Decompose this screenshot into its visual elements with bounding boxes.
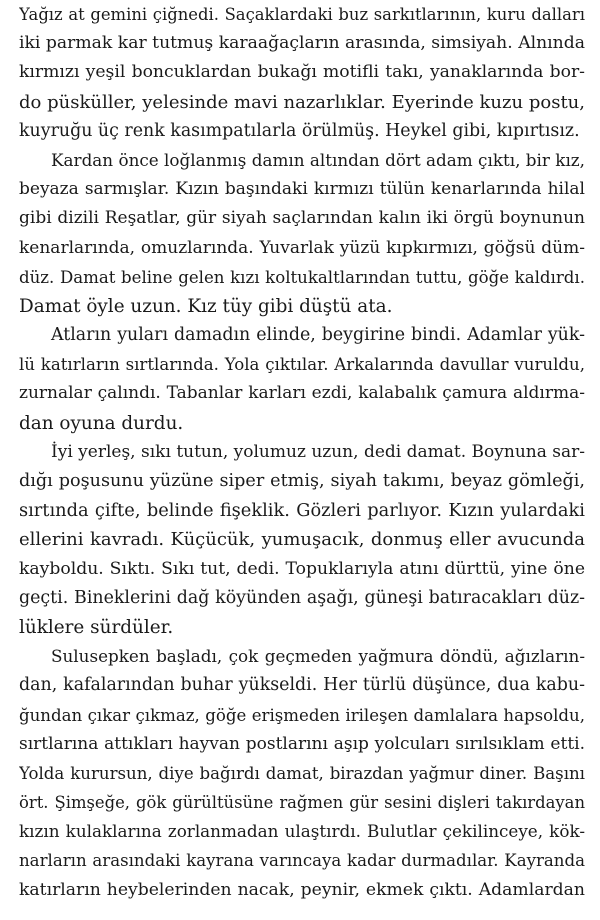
text-line: do püsküller, yelesinde mavi nazarlıklar. Eyerinde kuzu postu,	[19, 91, 585, 113]
text-line: kayboldu. Sıktı. Sıkı tut, dedi. Topuklarıyla atını dürttü, yine öne	[19, 558, 585, 579]
text-line: Atların yuları damadın elinde, beygirine bindi. Adamlar yük-	[51, 325, 585, 346]
text-line: zurnalar çalındı. Tabanlar karları ezdi, kalabalık çamura aldırma-	[19, 383, 585, 404]
text-line: Yağız at gemini çiğnedi. Saçaklardaki buz sarkıtlarının, kuru dalları	[19, 5, 585, 24]
text-line: beyaza sarmışlar. Kızın başındaki kırmızı tülün kenarlarında hilal	[19, 179, 585, 200]
paragraph-1	[19, 0, 585, 146]
text-line: Sulusepken başladı, çok geçmeden yağmura döndü, ağızların-	[51, 646, 585, 667]
text-line: dığı poşusunu yüzüne siper etmiş, siyah takımı, beyaz gömleği,	[19, 471, 585, 491]
paragraph-4	[19, 438, 585, 642]
text-line: Kardan önce loğlanmış damın altından dört adam çıktı, bir kız,	[51, 149, 585, 170]
book-page	[19, 0, 585, 905]
text-line: narların arasındaki kayrana varıncaya kadar durmadılar. Kayranda	[19, 851, 585, 871]
text-line: lüklere sürdüler.	[19, 616, 174, 638]
text-line: dan oyuna durdu.	[19, 412, 184, 434]
paragraph-2	[19, 146, 585, 321]
text-line: iki parmak kar tutmuş karaağaçların arasında, simsiyah. Alnında	[19, 33, 585, 54]
text-line: ğundan çıkar çıkmaz, göğe erişmeden irileşen damlalara hapsoldu,	[19, 705, 585, 725]
text-line: Damat öyle uzun. Kız tüy gibi düştü ata.	[19, 295, 393, 317]
paragraph-3	[19, 321, 585, 438]
text-line: dan, kafalarından buhar yükseldi. Her türlü düşünce, dua kabu-	[19, 675, 585, 696]
text-line: gibi dizili Reşatlar, gür siyah saçlarından kalın iki örgü boynunun	[19, 208, 585, 229]
text-line: lü katırların sırtlarında. Yola çıktılar. Arkalarında davullar vuruldu,	[19, 355, 585, 375]
text-line: kızın kulaklarına zorlanmadan ulaştırdı. Bulutlar çekilinceye, kök-	[19, 821, 585, 842]
text-line: sırtlarına attıkları hayvan postlarını aşıp yolcuları sırılsıklam etti.	[19, 733, 585, 754]
text-line: düz. Damat beline gelen kızı koltukaltlarından tuttu, göğe kaldırdı.	[19, 267, 585, 287]
text-line: kuyruğu üç renk kasımpatılarla örülmüş. Heykel gibi, kıpırtısız.	[19, 120, 580, 141]
text-line: katırların heybelerinden nacak, peynir, ekmek çıktı. Adamlardan	[19, 879, 585, 900]
text-line: ört. Şimşeğe, gök gürültüsüne rağmen gür sesini dişleri takırdayan	[19, 793, 585, 813]
text-line: geçti. Bineklerini dağ köyünden aşağı, güneşi batıracakları düz-	[19, 587, 585, 608]
text-line: kırmızı yeşil boncuklardan bukağı motifli takı, yanaklarında bor-	[19, 62, 585, 83]
text-line: sırtında çifte, belinde fişeklik. Gözleri parlıyor. Kızın yulardaki	[19, 500, 585, 522]
text-line: kenarlarında, omuzlarında. Yuvarlak yüzü kıpkırmızı, göğsü düm-	[19, 237, 585, 258]
paragraph-5	[19, 642, 585, 905]
text-line: İyi yerleş, sıkı tutun, yolumuz uzun, dedi damat. Boynuna sar-	[51, 441, 585, 462]
text-line: Yolda kurursun, diye bağırdı damat, birazdan yağmur diner. Başını	[19, 763, 585, 783]
text-line: ellerini kavradı. Küçücük, yumuşacık, donmuş eller avucunda	[19, 529, 585, 551]
